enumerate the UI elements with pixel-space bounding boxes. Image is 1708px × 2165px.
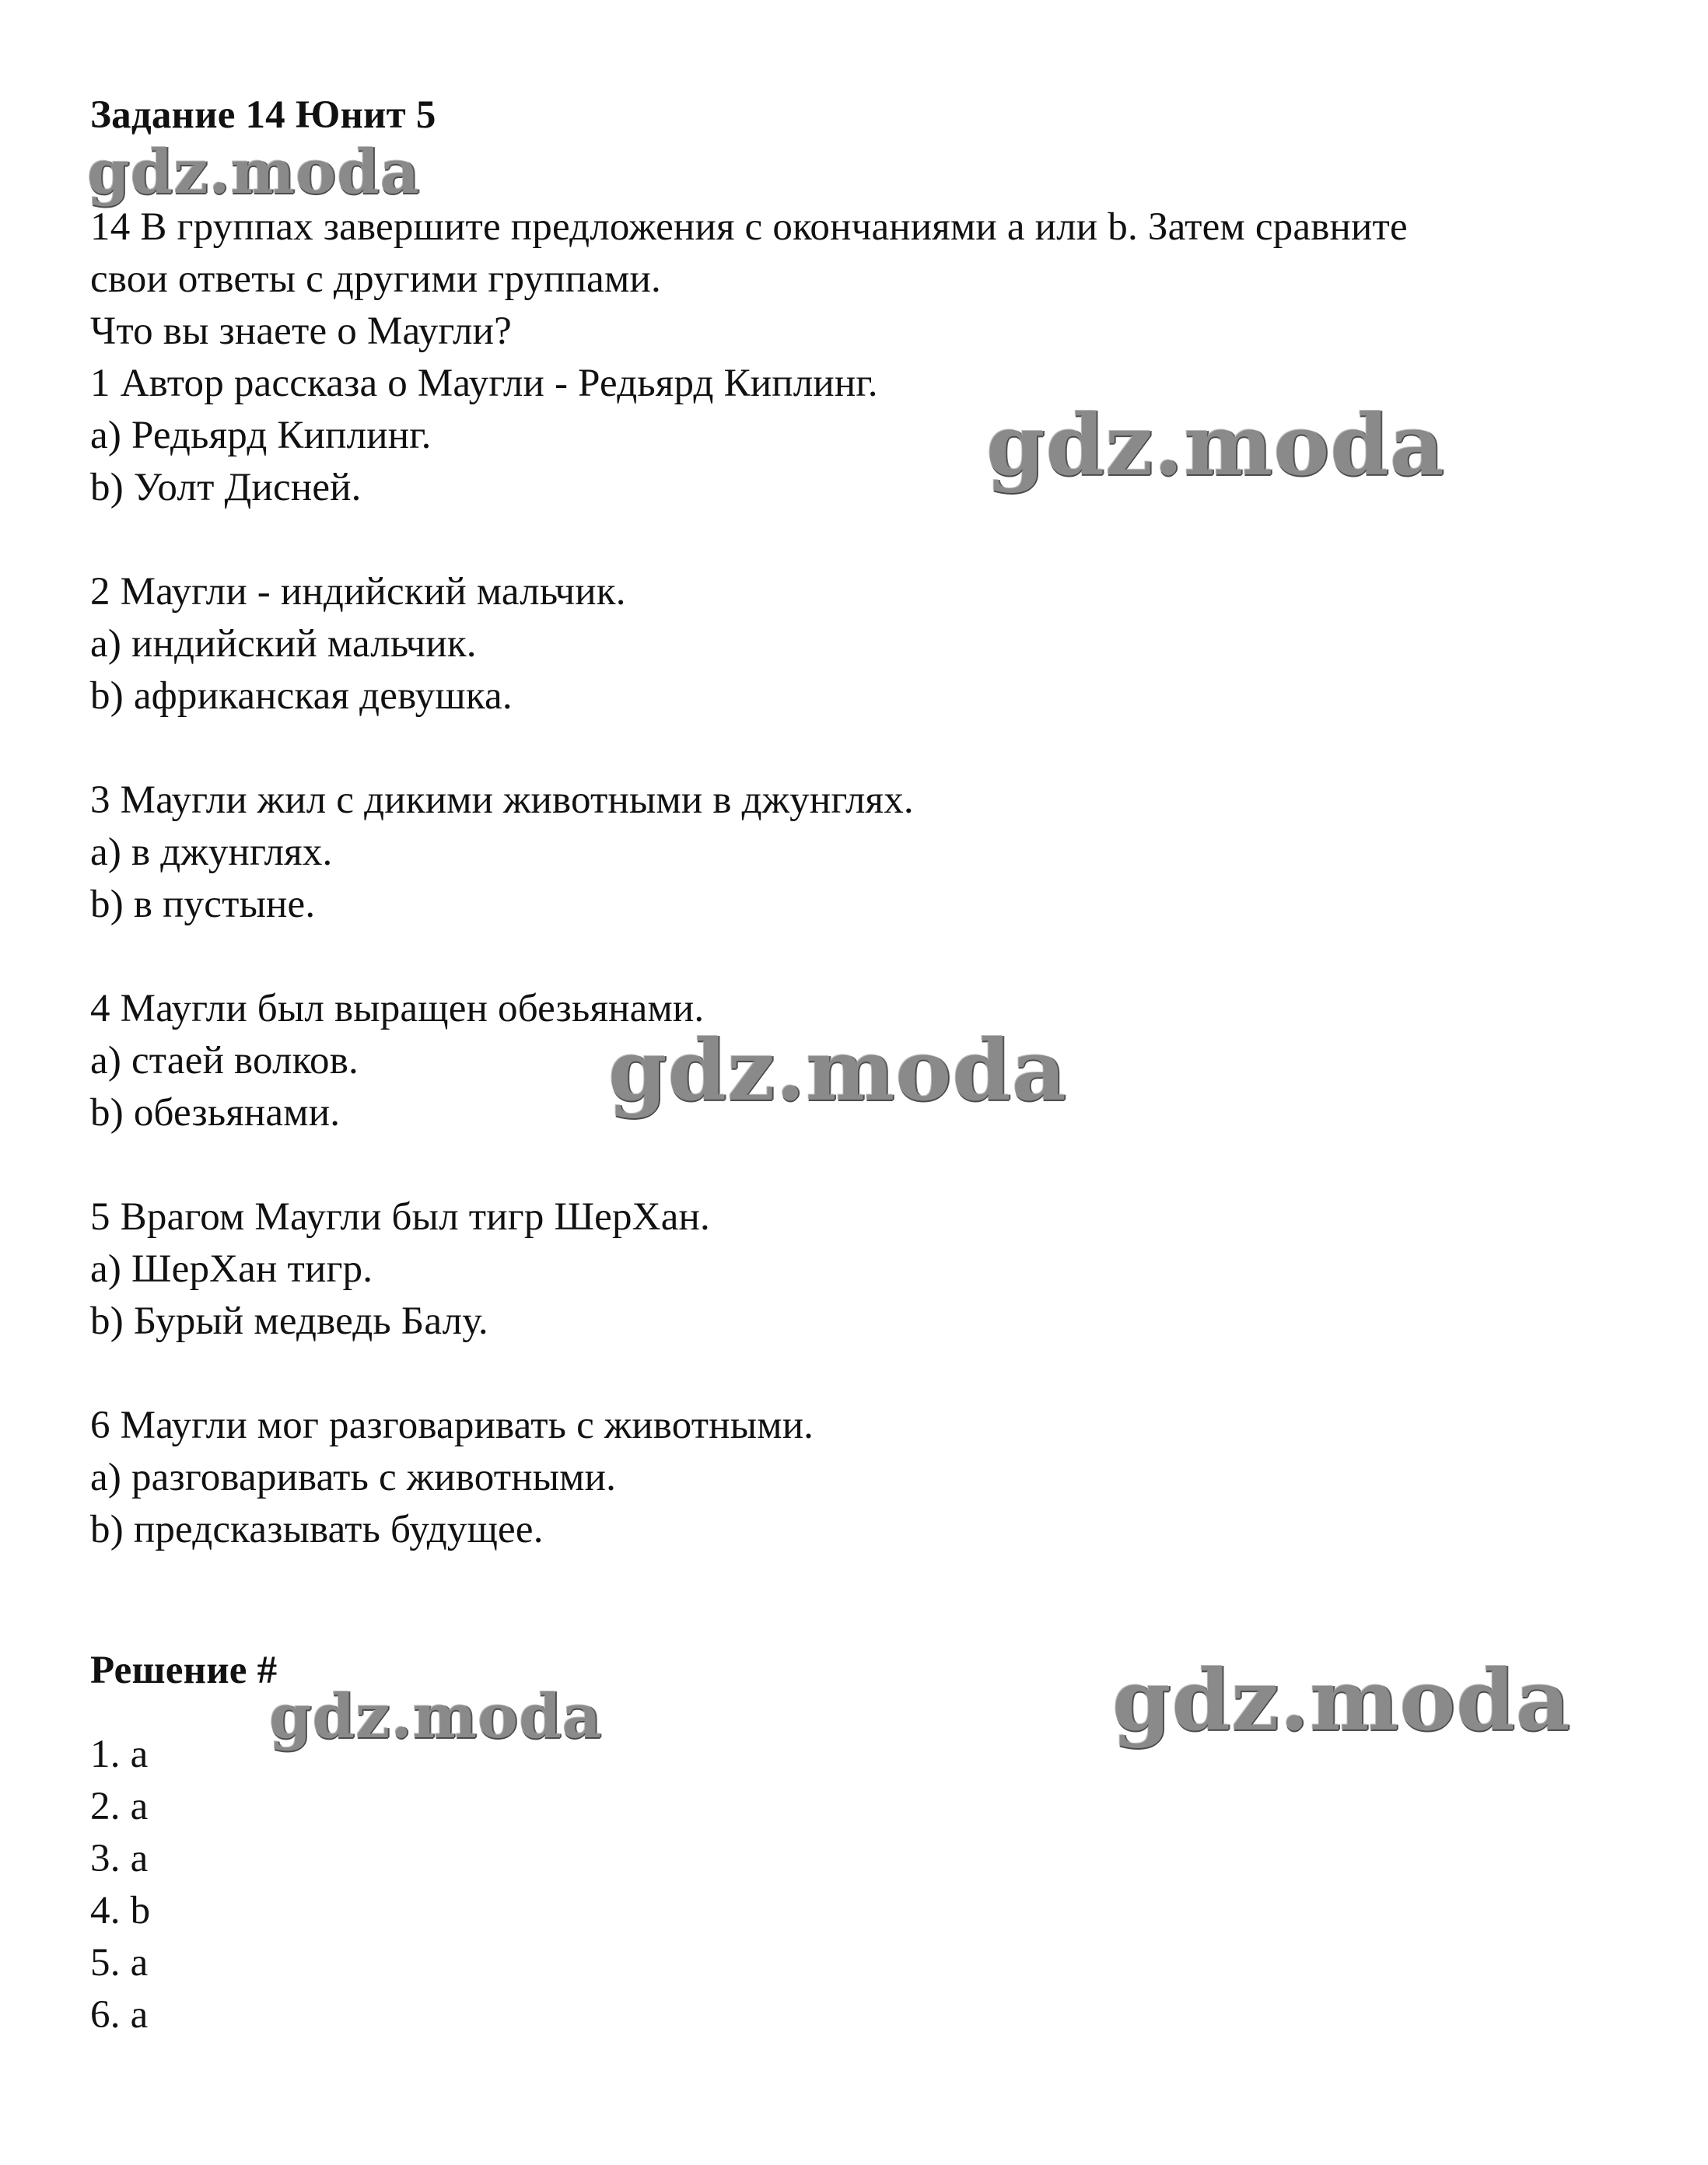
item-5-sentence: 5 Врагом Маугли был тигр ШерХан. (90, 1195, 710, 1239)
item-3-option-a: a) в джунглях. (90, 831, 333, 874)
item-2-sentence: 2 Маугли - индийский мальчик. (90, 570, 626, 614)
item-3-sentence: 3 Маугли жил с дикими животными в джунглях. (90, 778, 914, 822)
watermark-logo: gdz.moda (986, 397, 1445, 495)
item-6-sentence: 6 Маугли мог разговаривать с животными. (90, 1404, 814, 1447)
item-4-option-b: b) обезьянами. (90, 1091, 341, 1135)
item-5-option-a: a) ШерХан тигр. (90, 1247, 373, 1291)
answer-2: 2. a (90, 1785, 149, 1828)
item-6-option-b: b) предсказывать будущее. (90, 1508, 544, 1551)
item-4-option-a: a) стаей волков. (90, 1039, 359, 1082)
item-3-option-b: b) в пустыне. (90, 883, 316, 926)
item-5-option-b: b) Бурый медведь Балу. (90, 1299, 488, 1343)
item-4-sentence: 4 Маугли был выращен обезьянами. (90, 987, 705, 1030)
watermark-logo: gdz.moda (87, 137, 421, 208)
item-1-sentence: 1 Автор рассказа о Маугли - Редьярд Киплинг. (90, 362, 878, 405)
answer-6: 6. a (90, 1993, 149, 2037)
item-2-option-b: b) африканская девушка. (90, 674, 513, 718)
watermark-logo: gdz.moda (1112, 1652, 1571, 1750)
instruction-line-1: 14 В группах завершите предложения с окончаниями a или b. Затем сравните (90, 205, 1408, 249)
solution-title: Решение # (90, 1649, 278, 1692)
answer-4: 4. b (90, 1889, 151, 1932)
answer-3: 3. a (90, 1837, 149, 1880)
watermark-logo: gdz.moda (269, 1681, 603, 1752)
answer-1: 1. a (90, 1733, 149, 1776)
instruction-line-2: свои ответы с другими группами. (90, 257, 661, 301)
question-text: Что вы знаете о Маугли? (90, 310, 512, 353)
task-title: Задание 14 Юнит 5 (90, 93, 436, 137)
item-6-option-a: a) разговаривать с животными. (90, 1456, 617, 1499)
answer-5: 5. a (90, 1941, 149, 1985)
item-1-option-a: a) Редьярд Киплинг. (90, 414, 432, 457)
item-1-option-b: b) Уолт Дисней. (90, 466, 362, 509)
item-2-option-a: a) индийский мальчик. (90, 622, 477, 666)
watermark-logo: gdz.moda (608, 1022, 1067, 1120)
